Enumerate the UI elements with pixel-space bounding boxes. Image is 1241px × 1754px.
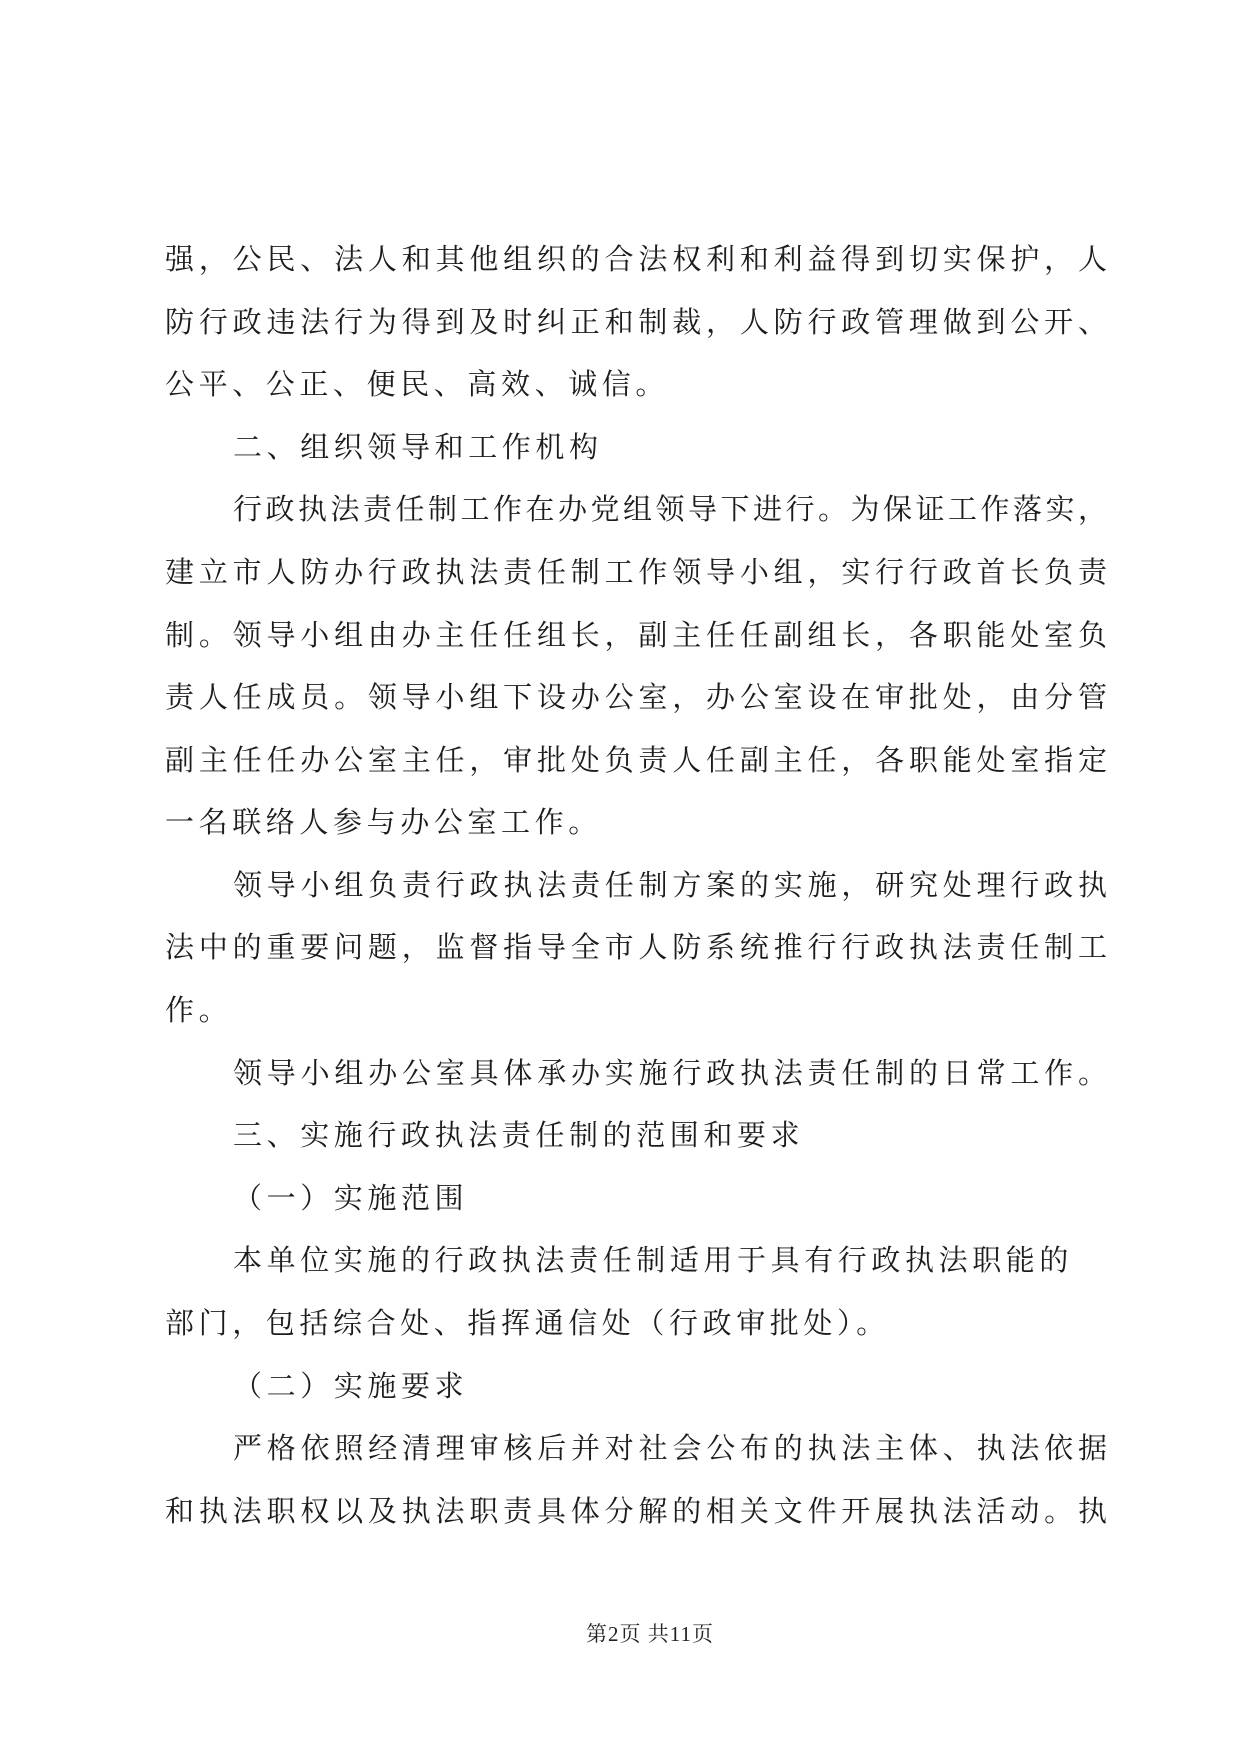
text-line: 一名联络人参与办公室工作。 (165, 805, 602, 839)
text-line: 副主任任办公室主任，审批处负责人任副主任，各职能处室指定 (165, 743, 1107, 777)
text-line: 责人任成员。领导小组下设办公室，办公室设在审批处，由分管 (165, 680, 1107, 714)
page-number-footer: 第2页 共11页 (586, 1622, 714, 1646)
text-line: 严格依照经清理审核后并对社会公布的执法主体、执法依据 (233, 1431, 1107, 1465)
section-heading: 二、组织领导和工作机构 (233, 430, 603, 464)
text-line: 强，公民、法人和其他组织的合法权利和利益得到切实保护，人 (165, 242, 1107, 276)
text-line: 部门，包括综合处、指挥通信处（行政审批处）。 (165, 1306, 890, 1340)
text-line: 行政执法责任制工作在办党组领导下进行。为保证工作落实， (233, 492, 1107, 526)
text-line: 作。 (165, 993, 233, 1027)
text-line: 领导小组办公室具体承办实施行政执法责任制的日常工作。 (233, 1056, 1107, 1090)
text-line: 领导小组负责行政执法责任制方案的实施，研究处理行政执 (233, 868, 1107, 902)
subsection-heading: （一）实施范围 (233, 1181, 469, 1215)
subsection-heading: （二）实施要求 (233, 1369, 469, 1403)
text-line: 和执法职权以及执法职责具体分解的相关文件开展执法活动。执 (165, 1494, 1107, 1528)
text-line: 防行政违法行为得到及时纠正和制裁，人防行政管理做到公开、 (165, 305, 1107, 339)
section-heading: 三、实施行政执法责任制的范围和要求 (233, 1118, 805, 1152)
text-line: 法中的重要问题，监督指导全市人防系统推行行政执法责任制工 (165, 930, 1107, 964)
text-line: 本单位实施的行政执法责任制适用于具有行政执法职能的 (233, 1243, 1074, 1277)
text-line: 制。领导小组由办主任任组长，副主任任副组长，各职能处室负 (165, 618, 1107, 652)
text-line: 建立市人防办行政执法责任制工作领导小组，实行行政首长负责 (165, 555, 1107, 589)
text-line: 公平、公正、便民、高效、诚信。 (165, 367, 670, 401)
